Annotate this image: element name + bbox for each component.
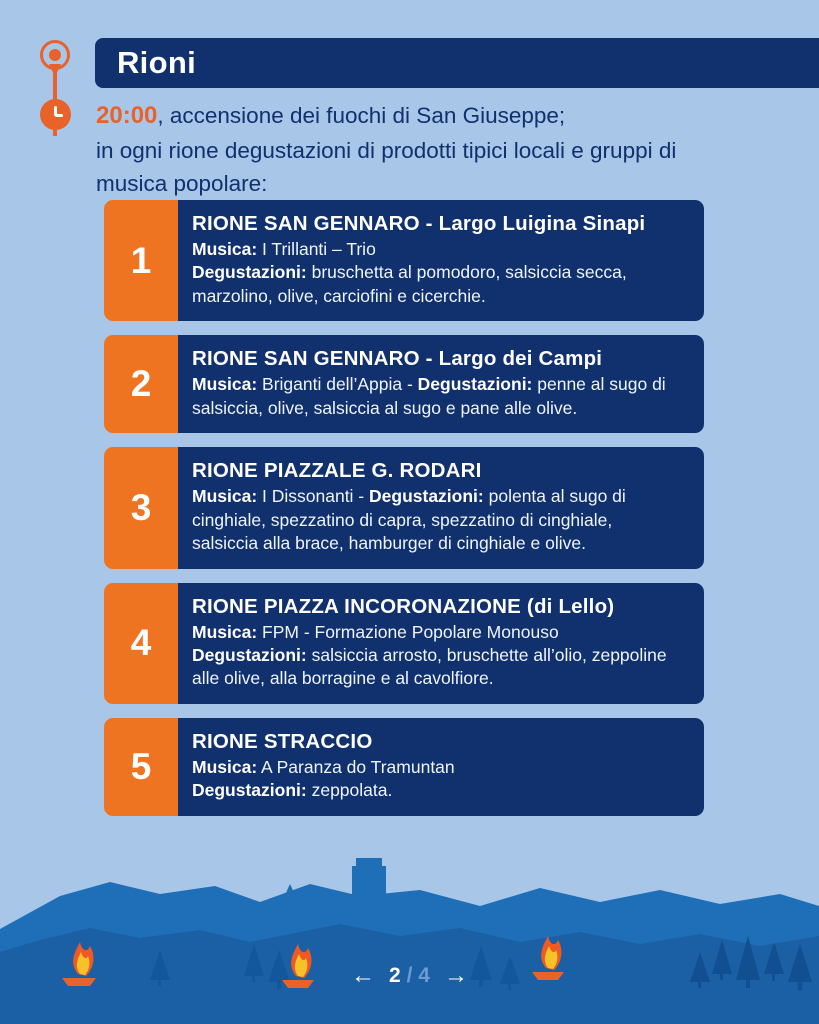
rione-number: 3 — [104, 447, 178, 568]
pagination — [0, 964, 819, 988]
line-text: FPM - Formazione Popolare Monouso — [257, 621, 559, 642]
intro-line-1-text: , accensione dei fuochi di San Giuseppe; — [157, 103, 566, 128]
rione-line — [192, 373, 688, 396]
rione-line — [192, 756, 688, 779]
line-label-2: Degustazioni: — [369, 486, 484, 507]
rione-line — [192, 397, 688, 420]
line-text: I Trillanti – Trio — [257, 239, 376, 259]
rione-number: 1 — [104, 200, 178, 321]
rione-number: 5 — [104, 718, 178, 816]
rione-details — [172, 335, 704, 433]
line-label: Degustazioni: — [192, 262, 307, 283]
rione-line — [192, 667, 688, 690]
line-text: marzolino, olive, carciofini e cicerchie. — [192, 285, 486, 306]
list-item[interactable] — [104, 583, 704, 704]
intro-paragraph — [96, 98, 796, 200]
section-header — [95, 38, 819, 88]
rione-line — [192, 779, 688, 802]
rione-line — [192, 644, 688, 667]
page-current: 2 — [389, 964, 401, 987]
rione-name: RIONE PIAZZA INCORONAZIONE (di Lello) — [192, 594, 615, 618]
line-label: Musica: — [192, 621, 258, 642]
page-separator: / — [406, 964, 413, 987]
line-label: Musica: — [192, 374, 258, 395]
intro-line-3: musica popolare: — [96, 170, 268, 196]
rione-number: 4 — [104, 583, 178, 704]
rione-line — [192, 509, 688, 532]
rione-details — [172, 200, 704, 321]
location-pin-icon — [38, 40, 72, 80]
line-text-2: penne al sugo di — [532, 374, 666, 395]
line-text: bruschetta al pomodoro, salsiccia secca, — [306, 262, 627, 283]
line-text: cinghiale, spezzatino di capra, spezzatino di cinghiale, — [192, 509, 613, 530]
arrow-right-icon[interactable]: → — [443, 962, 468, 989]
line-label: Musica: — [192, 486, 258, 507]
rione-line — [192, 621, 688, 644]
event-time: 20:00 — [96, 102, 158, 129]
rione-name: RIONE PIAZZALE G. RODARI — [192, 459, 482, 483]
line-text: salsiccia, olive, salsiccia al sugo e pane alle olive. — [192, 397, 578, 418]
clock-icon — [40, 99, 71, 130]
rione-line — [192, 532, 688, 555]
line-label: Musica: — [192, 756, 258, 777]
rione-details — [172, 718, 704, 816]
line-text: salsiccia arrosto, bruschette all’olio, zeppoline — [306, 644, 667, 665]
list-item[interactable] — [104, 447, 704, 568]
rione-name: RIONE SAN GENNARO - Largo Luigina Sinapi — [192, 212, 646, 235]
rione-line — [192, 285, 688, 308]
page-indicator — [389, 964, 430, 988]
list-item[interactable] — [104, 718, 704, 816]
intro-line-1 — [96, 98, 796, 134]
line-text: Briganti dell’Appia - — [257, 374, 418, 395]
line-text: A Paranza do Tramuntan — [257, 756, 455, 777]
rione-details — [172, 447, 704, 568]
rione-details — [172, 583, 704, 704]
landscape-illustration — [0, 824, 819, 1024]
rione-line — [192, 485, 688, 508]
rione-card-list — [104, 200, 704, 830]
line-label: Musica: — [192, 239, 258, 259]
line-label: Degustazioni: — [192, 644, 307, 665]
line-label-2: Degustazioni: — [417, 374, 533, 395]
intro-line-2: in ogni rione degustazioni di prodotti tipici locali e gruppi di — [96, 137, 677, 163]
page-title: Rioni — [117, 45, 196, 80]
rione-line — [192, 261, 688, 284]
rione-name: RIONE SAN GENNARO - Largo dei Campi — [192, 347, 603, 371]
line-text: salsiccia alla brace, hamburger di cinghiale e olive. — [192, 533, 586, 554]
line-text-2: polenta al sugo di — [483, 486, 626, 507]
line-label: Degustazioni: — [192, 780, 307, 801]
list-item[interactable] — [104, 335, 704, 433]
rione-name: RIONE STRACCIO — [192, 729, 373, 753]
rione-number: 2 — [104, 335, 178, 433]
line-text: I Dissonanti - — [257, 486, 370, 507]
arrow-left-icon[interactable]: ← — [351, 962, 376, 989]
line-text: alle olive, alla borragine e al cavolfiore. — [192, 668, 494, 689]
list-item[interactable] — [104, 200, 704, 321]
line-text: zeppolata. — [306, 780, 393, 801]
rione-line — [192, 238, 688, 261]
page-total: 4 — [418, 964, 430, 987]
